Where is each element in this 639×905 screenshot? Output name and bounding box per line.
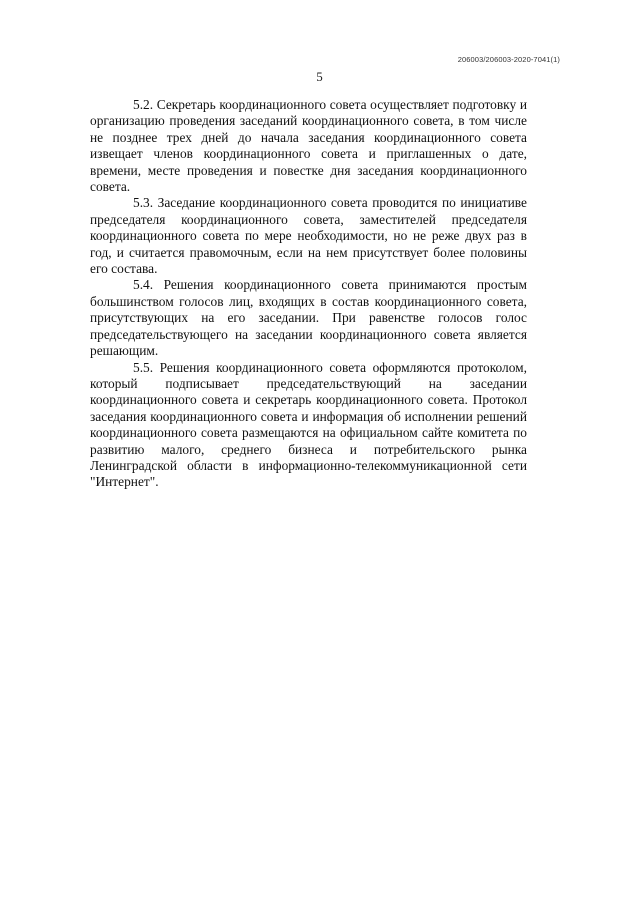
document-id: 206003/206003-2020-7041(1) — [457, 55, 560, 64]
paragraph-5-3: 5.3. Заседание координационного совета проводится по инициативе председателя координационного совета, заместителей председателя координационного совета по мере необходимости, но не реже двух раз в год, и считается правомочным, если на нем присутствует более половины его состава. — [90, 195, 527, 277]
document-body — [90, 97, 527, 491]
paragraph-5-5: 5.5. Решения координационного совета оформляются протоколом, который подписывает председательствующий на заседании координационного совета и секретарь координационного совета. Протокол заседания координационного совета и информация об исполнении решений координационного совета размещаются на официальном сайте комитета по развитию малого, среднего бизнеса и потребительского рынка Ленинградской области в информационно-телекоммуникационной сети "Интернет". — [90, 359, 527, 490]
paragraph-5-2: 5.2. Секретарь координационного совета осуществляет подготовку и организацию проведения заседаний координационного совета, в том числе не позднее трех дней до начала заседания координационного совета извещает членов координационного совета и приглашенных о дате, времени, месте проведения и повестке дня заседания координационного совета. — [90, 97, 527, 195]
page-number: 5 — [316, 69, 323, 84]
paragraph-5-4: 5.4. Решения координационного совета принимаются простым большинством голосов лиц, входящих в состав координационного совета, присутствующих на его заседании. При равенстве голосов голос председательствующего на заседании координационного совета является решающим. — [90, 277, 527, 359]
